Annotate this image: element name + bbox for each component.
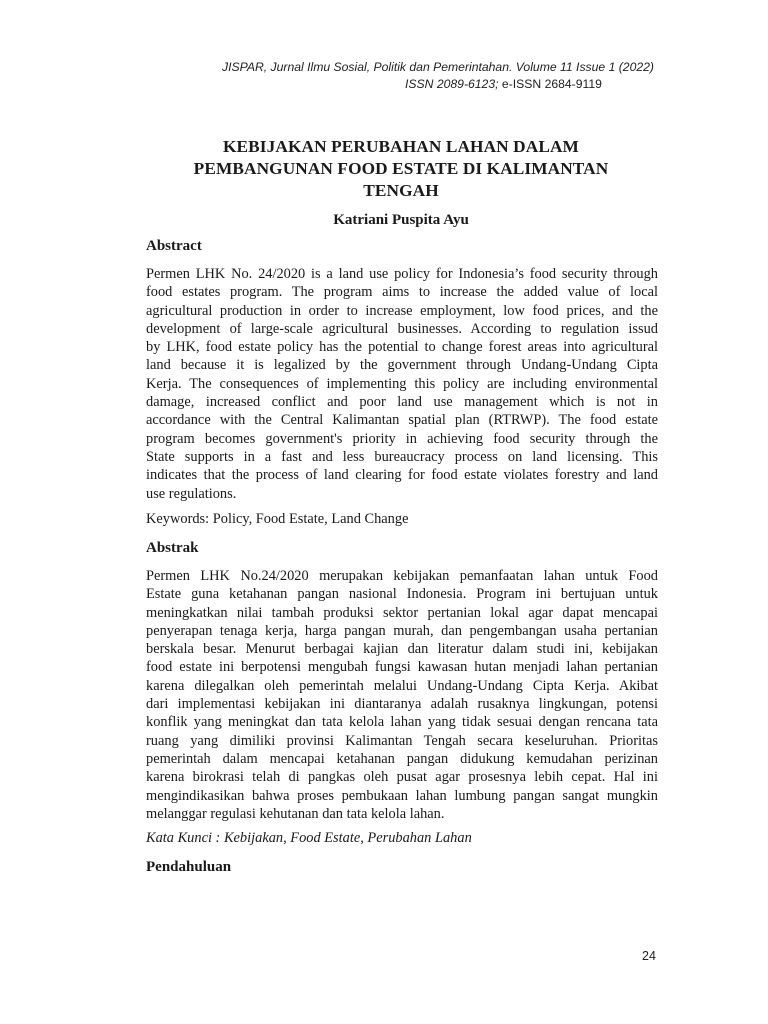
author-name: Katriani Puspita Ayu bbox=[333, 212, 469, 228]
abstract-line: State supports in a fast and less bureaucracy process on land licensing. This bbox=[146, 448, 658, 465]
abstract-line: damage, increased conflict and poor land use management which is not in bbox=[146, 394, 658, 411]
abstrak-line: mengindikasikan bahwa proses pembukaan lahan lumbung pangan sangat mungkin bbox=[146, 787, 658, 804]
abstrak-line: Permen LHK No.24/2020 merupakan kebijakan pemanfaatan lahan untuk Food bbox=[146, 568, 658, 584]
abstrak-body bbox=[146, 567, 658, 823]
abstract-line: agricultural production in order to increase employment, low food prices, and the bbox=[146, 302, 658, 319]
paper-title bbox=[146, 136, 656, 202]
issn-print: ISSN 2089-6123; bbox=[405, 77, 499, 91]
journal-header: JISPAR, Jurnal Ilmu Sosial, Politik dan Pemerintahan. Volume 11 Issue 1 (2022) bbox=[222, 60, 654, 74]
abstract-line: program becomes government's priority in achieving food security through the bbox=[146, 430, 658, 447]
issn-electronic: e-ISSN 2684-9119 bbox=[498, 77, 602, 91]
abstrak-line: food estate ini berpotensi mengubah fungsi kawasan hutan menjadi lahan pertanian bbox=[146, 659, 658, 676]
abstrak-line: karena dilegalkan oleh pemerintah melalui Undang-Undang Cipta Kerja. Akibat bbox=[146, 677, 658, 694]
abstract-line: food estates program. The program aims to increase the added value of local bbox=[146, 284, 658, 301]
kata-kunci: Kata Kunci : Kebijakan, Food Estate, Perubahan Lahan bbox=[146, 830, 472, 846]
abstract-line: use regulations. bbox=[146, 485, 237, 502]
abstrak-line: penyerapan tenaga kerja, harga pangan murah, dan pengembangan usaha pertanian bbox=[146, 622, 658, 639]
abstrak-line: dari implementasi kebijakan ini diantaranya adalah rusaknya lingkungan, potensi bbox=[146, 696, 658, 713]
abstrak-line: melanggar regulasi kehutanan dan tata kelola lahan. bbox=[146, 805, 445, 822]
abstrak-line: pemerintah dalam mencapai ketahanan pangan didukung kemudahan perizinan bbox=[146, 750, 658, 767]
abstrak-line: meningkatkan nilai tambah produksi sektor pertanian lokal agar dapat mencapai bbox=[146, 604, 658, 621]
abstrak-line: ruang yang dimiliki provinsi Kalimantan Tengah secara keseluruhan. Prioritas bbox=[146, 732, 658, 749]
abstract-heading: Abstract bbox=[146, 238, 202, 254]
title-line: PEMBANGUNAN FOOD ESTATE DI KALIMANTAN bbox=[193, 159, 609, 178]
abstrak-line: berskala besar. Menurut berbagai kajian dan literatur dalam studi ini, kebijakan bbox=[146, 641, 658, 658]
abstract-line: Kerja. The consequences of implementing this policy are including environmental bbox=[146, 375, 658, 392]
abstract-line: land because it is legalized by the government through Undang-Undang Cipta bbox=[146, 357, 658, 374]
abstract-body bbox=[146, 265, 658, 503]
page-number: 24 bbox=[642, 949, 656, 963]
abstract-line: accordance with the Central Kalimantan spatial plan (RTRWP). The food estate bbox=[146, 412, 658, 429]
section-heading-pendahuluan: Pendahuluan bbox=[146, 859, 232, 875]
abstrak-line: Estate guna ketahanan pangan nasional Indonesia. Program ini bertujuan untuk bbox=[146, 586, 658, 603]
abstrak-line: konflik yang meningkat dan tata kelola lahan yang tidak sesuai dengan rencana tata bbox=[146, 714, 658, 731]
abstrak-heading: Abstrak bbox=[146, 540, 199, 556]
keywords: Keywords: Policy, Food Estate, Land Change bbox=[146, 511, 409, 527]
title-line: TENGAH bbox=[363, 181, 439, 200]
abstrak-line: karena birokrasi telah di pangkas oleh pusat agar prosesnya lebih cepat. Hal ini bbox=[146, 769, 658, 786]
abstract-line: Permen LHK No. 24/2020 is a land use policy for Indonesia’s food security through bbox=[146, 266, 658, 282]
issn-header bbox=[405, 77, 602, 91]
abstract-line: indicates that the process of land clearing for food estate violates forestry and land bbox=[146, 467, 658, 484]
abstract-line: development of large-scale agricultural businesses. According to regulation issud bbox=[146, 320, 658, 337]
title-line: KEBIJAKAN PERUBAHAN LAHAN DALAM bbox=[223, 137, 579, 156]
abstract-line: by LHK, food estate policy has the potential to change forest areas into agricultural bbox=[146, 339, 658, 356]
